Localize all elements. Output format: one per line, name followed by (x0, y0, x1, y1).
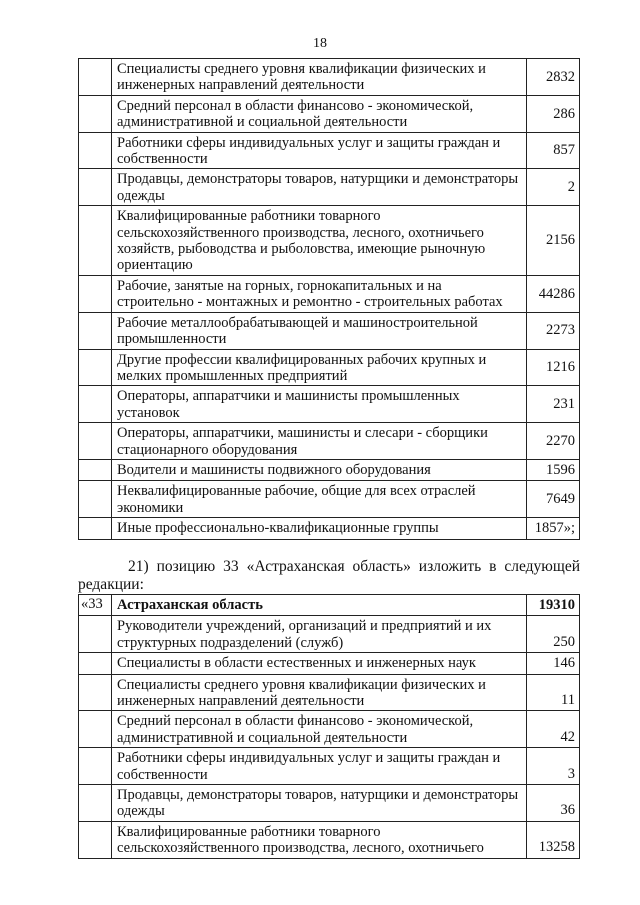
table-row (79, 616, 580, 653)
amendment-paragraph: 21) позицию 33 «Астраханская область» изложить в следующей редакции: (78, 558, 580, 593)
table-row (79, 821, 580, 858)
occupation-value: 1857»; (527, 518, 580, 539)
region-name: Астраханская область (112, 595, 527, 616)
occupation-value: 857 (527, 132, 580, 169)
table-row (79, 169, 580, 206)
table-row (79, 674, 580, 711)
occupation-value: 3 (527, 748, 580, 785)
occupation-label: Неквалифицированные рабочие, общие для всех отраслей экономики (112, 481, 527, 518)
occupation-label: Другие профессии квалифицированных рабочих крупных и мелких промышленных предприятий (112, 349, 527, 386)
occupation-label: Квалифицированные работники товарного сельскохозяйственного производства, лесного, охотничьего хозяйств, рыбоводства и рыболовства, имеющие рыночную ориентацию (112, 206, 527, 276)
table-row (79, 711, 580, 748)
table-row (79, 423, 580, 460)
occupation-label: Продавцы, демонстраторы товаров, натурщики и демонстраторы одежды (112, 169, 527, 206)
occupation-value: 2270 (527, 423, 580, 460)
occupation-value: 11 (527, 674, 580, 711)
table-row (79, 518, 580, 539)
table-row (79, 312, 580, 349)
page-number: 18 (313, 36, 327, 51)
occupation-label: Рабочие, занятые на горных, горнокапитальных и на строительно - монтажных и ремонтно - строительных работах (112, 275, 527, 312)
occupation-label: Средний персонал в области финансово - экономической, административной и социальной деятельности (112, 711, 527, 748)
occupation-label: Руководители учреждений, организаций и предприятий и их структурных подразделений (служб) (112, 616, 527, 653)
occupation-label: Специалисты в области естественных и инженерных наук (112, 653, 527, 674)
occupation-value: 36 (527, 785, 580, 822)
occupation-value: 13258 (527, 821, 580, 858)
table-row (79, 95, 580, 132)
occupation-value: 7649 (527, 481, 580, 518)
occupation-value: 1216 (527, 349, 580, 386)
occupation-label: Квалифицированные работники товарного сельскохозяйственного производства, лесного, охотничьего (112, 821, 527, 858)
table-row (79, 459, 580, 480)
occupation-value: 250 (527, 616, 580, 653)
occupation-label: Специалисты среднего уровня квалификации физических и инженерных направлений деятельности (112, 59, 527, 96)
occupation-label: Средний персонал в области финансово - экономической, административной и социальной деятельности (112, 95, 527, 132)
occupation-label: Работники сферы индивидуальных услуг и защиты граждан и собственности (112, 132, 527, 169)
occupation-label: Операторы, аппаратчики и машинисты промышленных установок (112, 386, 527, 423)
table-row (79, 275, 580, 312)
table-row (79, 132, 580, 169)
region-total: 19310 (527, 595, 580, 616)
occupation-value: 1596 (527, 459, 580, 480)
occupation-label: Работники сферы индивидуальных услуг и защиты граждан и собственности (112, 748, 527, 785)
table-row (79, 481, 580, 518)
table-row (79, 349, 580, 386)
table-row (79, 785, 580, 822)
occupations-table-continued (78, 58, 580, 540)
occupation-value: 286 (527, 95, 580, 132)
table-row (79, 653, 580, 674)
astrakhan-region-table (78, 594, 580, 859)
occupation-value: 42 (527, 711, 580, 748)
occupation-label: Продавцы, демонстраторы товаров, натурщики и демонстраторы одежды (112, 785, 527, 822)
table-row (79, 59, 580, 96)
occupation-value: 2 (527, 169, 580, 206)
occupation-label: Рабочие металлообрабатывающей и машиностроительной промышленности (112, 312, 527, 349)
occupation-value: 44286 (527, 275, 580, 312)
occupation-value: 146 (527, 653, 580, 674)
table-row (79, 386, 580, 423)
occupation-value: 2273 (527, 312, 580, 349)
occupation-label: Специалисты среднего уровня квалификации физических и инженерных направлений деятельности (112, 674, 527, 711)
occupation-value: 2832 (527, 59, 580, 96)
occupation-value: 231 (527, 386, 580, 423)
region-header-row (79, 595, 580, 616)
occupation-label: Операторы, аппаратчики, машинисты и слесари - сборщики стационарного оборудования (112, 423, 527, 460)
region-number: «33 (79, 595, 112, 616)
occupation-label: Иные профессионально-квалификационные группы (112, 518, 527, 539)
occupation-value: 2156 (527, 206, 580, 276)
table-row (79, 206, 580, 276)
occupation-label: Водители и машинисты подвижного оборудования (112, 459, 527, 480)
table-row (79, 748, 580, 785)
